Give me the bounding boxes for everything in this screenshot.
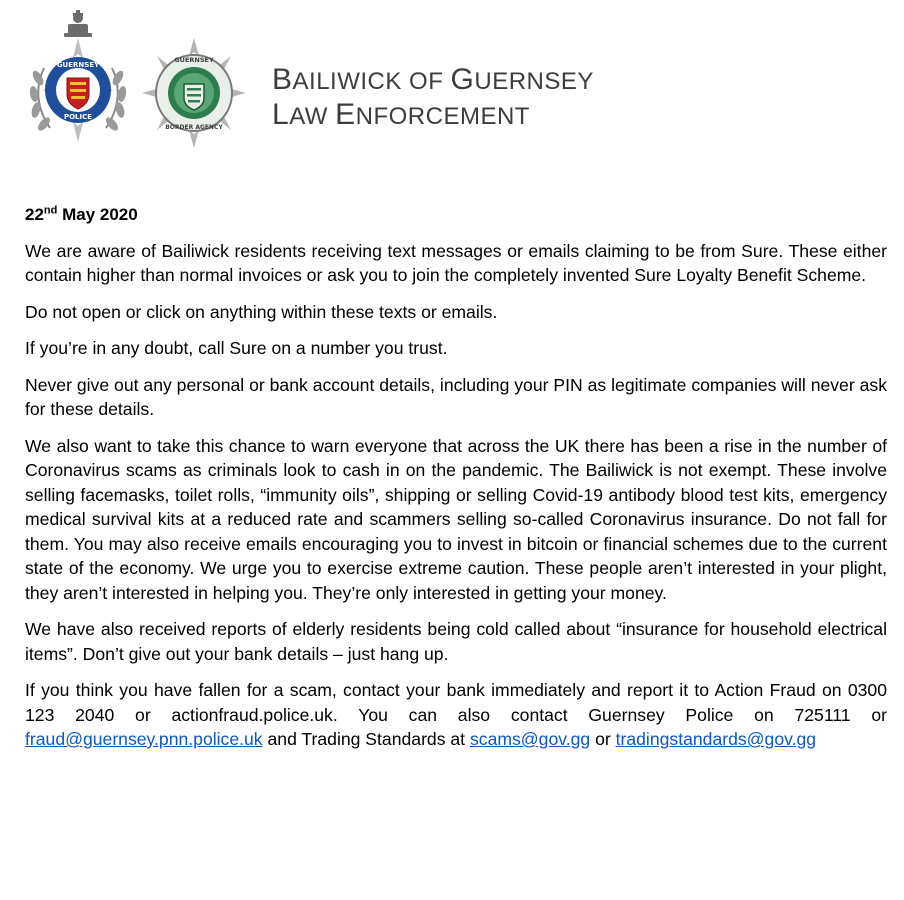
email-link-trading-standards[interactable]: tradingstandards@gov.gg [615, 729, 817, 749]
svg-text:BORDER AGENCY: BORDER AGENCY [165, 124, 223, 131]
paragraph-never-give-details: Never give out any personal or bank account details, including your PIN as legitimate companies will never ask for these details. [25, 374, 887, 419]
paragraph-sure-scam: We are aware of Bailiwick residents receiving text messages or emails claiming to be from Sure. These either contain higher than normal invoices or ask you to join the completely invented Sure Loyalty Benefit Scheme. [25, 240, 887, 285]
letterhead [22, 8, 882, 148]
svg-text:GUERNSEY: GUERNSEY [174, 56, 214, 64]
paragraph-do-not-click: Do not open or click on anything within these texts or emails. [25, 301, 498, 322]
svg-text:POLICE: POLICE [63, 113, 93, 121]
organization-name [272, 62, 594, 133]
guernsey-police-crest-icon [22, 8, 134, 148]
paragraph-call-sure: If you’re in any doubt, call Sure on a number you trust. [25, 338, 448, 358]
notice-date: 22nd May 2020 [25, 204, 138, 224]
paragraph-contact: If you think you have fallen for a scam, contact your bank immediately and report it to Action Fraud on 0300 123 2040 or actionfraud.police.uk. You can also contact Guernsey Police on 725111 or fraud@guernsey.pnn.police.uk and Trading Standards at scams@gov.gg or tradingstandards@gov.gg [25, 680, 887, 749]
guernsey-border-agency-crest-icon [142, 38, 246, 148]
email-link-scams[interactable]: scams@gov.gg [469, 729, 591, 749]
organization-name-line-1: BAILIWICK OF GUERNSEY [272, 63, 594, 96]
svg-text:GUERNSEY: GUERNSEY [56, 61, 100, 69]
organization-name-line-2: LAW ENFORCEMENT [272, 98, 530, 132]
email-link-police-fraud[interactable]: fraud@guernsey.pnn.police.uk [25, 729, 263, 749]
paragraph-cold-calls: We have also received reports of elderly residents being cold called about “insurance for household electrical items”. Don’t give out your bank details – just hang up. [25, 619, 887, 664]
notice-body [25, 203, 887, 764]
paragraph-coronavirus-scams: We also want to take this chance to warn everyone that across the UK there has been a rise in the number of Coronavirus scams as criminals look to cash in on the pandemic. The Bailiwick is not exempt. These involve selling facemasks, toilet rolls, “immunity oils”, shipping or selling Covid-19 antibody blood test kits, emergency medical survival kits at a reduced rate and scammers selling so-called Coronavirus insurance. Do not fall for them. You may also receive emails encouraging you to invest in bitcoin or financial schemes due to the current state of the economy. We urge you to exercise extreme caution. These people aren’t interested in your plight, they aren’t interested in helping you. They’re only interested in getting your money. [25, 435, 887, 603]
